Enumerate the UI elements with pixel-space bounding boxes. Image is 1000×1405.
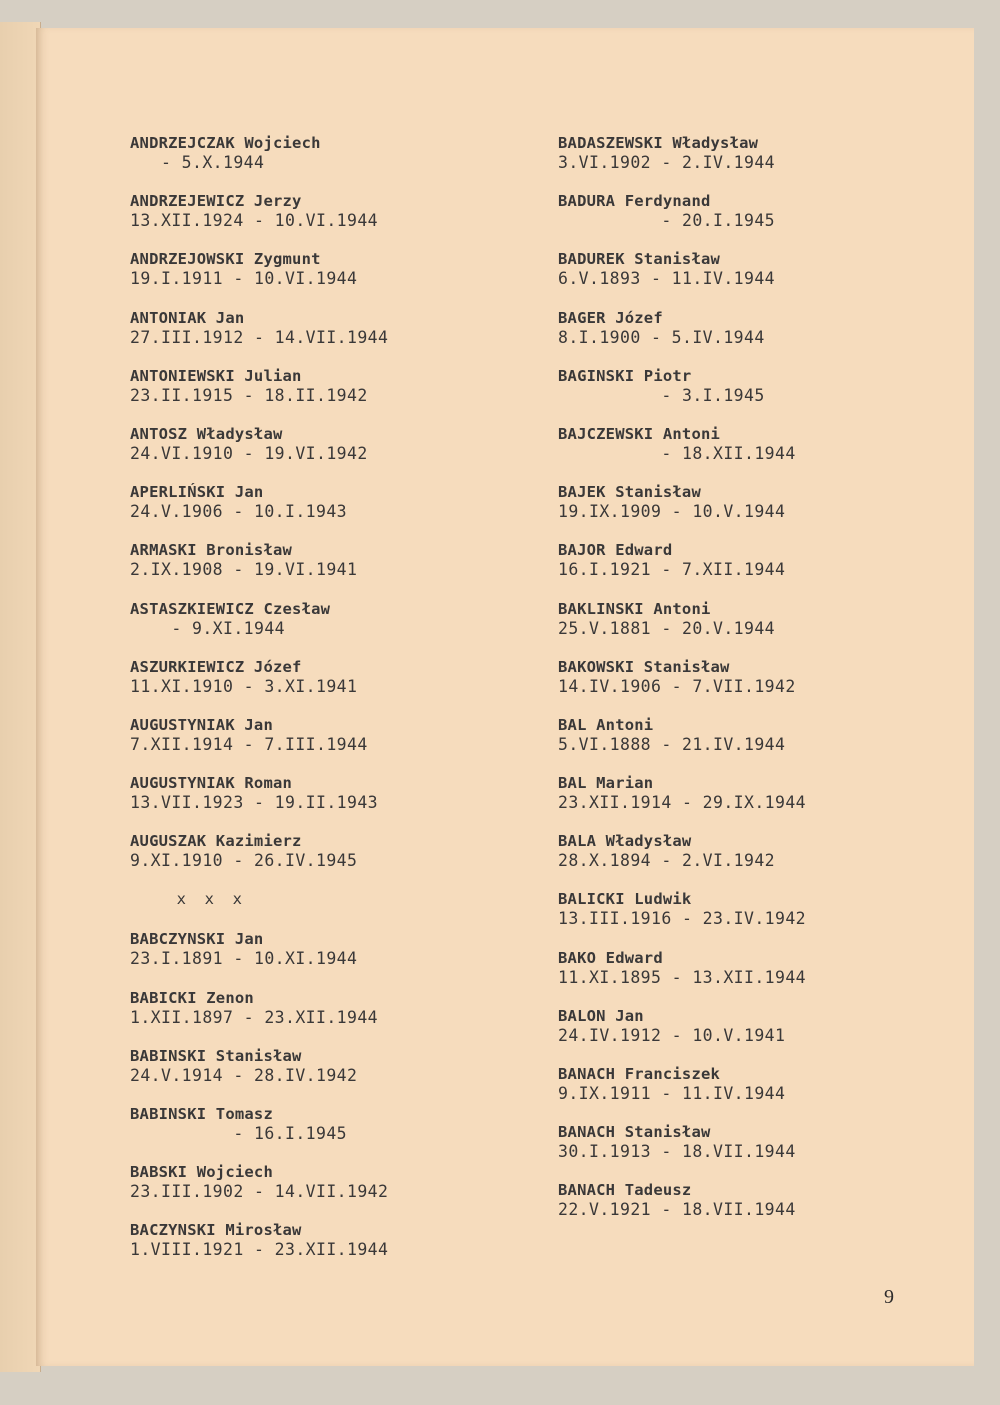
- list-item: [130, 250, 388, 308]
- life-dates: 24.VI.1910 - 19.VI.1942: [130, 443, 368, 463]
- list-item: [130, 716, 388, 774]
- list-item: [558, 1065, 806, 1123]
- person-name: BABINSKI Tomasz: [130, 1105, 273, 1123]
- life-dates: 5.VI.1888 - 21.IV.1944: [558, 734, 786, 754]
- life-dates: - 9.XI.1944: [130, 618, 286, 638]
- list-item: [558, 309, 806, 367]
- person-name: BAJCZEWSKI Antoni: [558, 424, 721, 443]
- list-item: [558, 890, 806, 948]
- person-name: BALA Władysław: [558, 832, 692, 851]
- life-dates: 28.X.1894 - 2.VI.1942: [558, 851, 776, 871]
- list-item: [558, 716, 806, 774]
- person-name: BALICKI Ludwik: [558, 890, 692, 909]
- life-dates: 24.V.1906 - 10.I.1943: [130, 502, 348, 522]
- life-dates: 9.XI.1910 - 26.IV.1945: [130, 851, 358, 871]
- person-name: ASTASZKIEWICZ Czesław: [130, 599, 331, 618]
- person-name: BAL Antoni: [558, 715, 654, 734]
- list-item: [558, 1007, 806, 1065]
- list-item: [130, 1105, 388, 1163]
- person-name: BADURA Ferdynand: [558, 192, 711, 211]
- life-dates: 25.V.1881 - 20.V.1944: [558, 618, 776, 638]
- life-dates: 1.XII.1897 - 23.XII.1944: [130, 1007, 379, 1027]
- list-item: [558, 949, 806, 1007]
- person-name: BABINSKI Stanisław: [130, 1046, 302, 1065]
- person-name: BAJOR Edward: [558, 541, 673, 560]
- person-name: APERLIŃSKI Jan: [130, 483, 264, 502]
- list-item: [130, 774, 388, 832]
- person-name: BAKO Edward: [558, 948, 663, 967]
- list-item: [558, 774, 806, 832]
- life-dates: 13.VII.1923 - 19.II.1943: [130, 793, 379, 813]
- list-item: [558, 425, 806, 483]
- life-dates: 1.VIII.1921 - 23.XII.1944: [130, 1240, 389, 1260]
- life-dates: 14.IV.1906 - 7.VII.1942: [558, 676, 796, 696]
- life-dates: 13.III.1916 - 23.IV.1942: [558, 909, 807, 929]
- person-name: BABICKI Zenon: [130, 988, 254, 1007]
- person-name: BAGINSKI Piotr: [558, 366, 692, 385]
- left-column: [130, 134, 388, 1280]
- life-dates: 30.I.1913 - 18.VII.1944: [558, 1142, 796, 1162]
- page-number: 9: [884, 1286, 894, 1308]
- person-name: BALON Jan: [558, 1006, 644, 1025]
- list-item: [130, 832, 388, 890]
- person-name: ANTONIAK Jan: [130, 308, 245, 327]
- person-name: ARMASKI Bronisław: [130, 541, 293, 560]
- list-item: [558, 367, 806, 425]
- list-item: [558, 1181, 806, 1239]
- list-item: [130, 600, 388, 658]
- person-name: BAGER Józef: [558, 308, 663, 327]
- life-dates: 24.IV.1912 - 10.V.1941: [558, 1025, 786, 1045]
- list-item: [558, 192, 806, 250]
- list-item: [558, 541, 806, 599]
- list-item: [130, 309, 388, 367]
- separator: x x x: [130, 890, 242, 909]
- life-dates: 23.II.1915 - 18.II.1942: [130, 385, 368, 405]
- person-name: BAJEK Stanisław: [558, 483, 701, 502]
- list-item: [130, 483, 388, 541]
- list-item: [130, 1163, 388, 1221]
- life-dates: 3.VI.1902 - 2.IV.1944: [558, 153, 776, 172]
- person-name: BADASZEWSKI Władysław: [558, 134, 759, 152]
- list-item: [130, 134, 388, 192]
- life-dates: 9.IX.1911 - 11.IV.1944: [558, 1084, 786, 1103]
- list-item: [130, 989, 388, 1047]
- person-name: BANACH Franciszek: [558, 1065, 721, 1083]
- list-item: [130, 425, 388, 483]
- list-item: [130, 192, 388, 250]
- person-name: AUGUSTYNIAK Roman: [130, 774, 293, 793]
- life-dates: 11.XI.1895 - 13.XII.1944: [558, 967, 807, 987]
- list-item: [558, 483, 806, 541]
- person-name: ANDRZEJCZAK Wojciech: [130, 134, 321, 152]
- life-dates: - 5.X.1944: [130, 153, 265, 172]
- life-dates: 23.I.1891 - 10.XI.1944: [130, 949, 358, 969]
- list-item: [558, 250, 806, 308]
- life-dates: 19.IX.1909 - 10.V.1944: [558, 502, 786, 522]
- list-item: [130, 1221, 388, 1279]
- person-name: ANDRZEJEWICZ Jerzy: [130, 192, 302, 211]
- person-name: BANACH Stanisław: [558, 1123, 711, 1142]
- person-name: BAKLINSKI Antoni: [558, 599, 711, 618]
- life-dates: 13.XII.1924 - 10.VI.1944: [130, 211, 379, 231]
- person-name: AUGUSZAK Kazimierz: [130, 832, 302, 851]
- list-item: [558, 832, 806, 890]
- person-name: ANTONIEWSKI Julian: [130, 366, 302, 385]
- life-dates: 16.I.1921 - 7.XII.1944: [558, 560, 786, 580]
- list-item: [558, 600, 806, 658]
- page: [36, 28, 974, 1366]
- person-name: BABSKI Wojciech: [130, 1163, 273, 1182]
- list-item: [558, 1123, 806, 1181]
- life-dates: 22.V.1921 - 18.VII.1944: [558, 1200, 796, 1220]
- list-item: [130, 658, 388, 716]
- person-name: BADUREK Stanisław: [558, 250, 721, 269]
- life-dates: 23.III.1902 - 14.VII.1942: [130, 1182, 389, 1202]
- person-name: ANDRZEJOWSKI Zygmunt: [130, 250, 321, 269]
- list-item: [558, 134, 806, 192]
- life-dates: 2.IX.1908 - 19.VI.1941: [130, 560, 358, 580]
- life-dates: - 16.I.1945: [130, 1124, 348, 1143]
- life-dates: 7.XII.1914 - 7.III.1944: [130, 734, 368, 754]
- life-dates: 6.V.1893 - 11.IV.1944: [558, 269, 776, 289]
- person-name: AUGUSTYNIAK Jan: [130, 715, 273, 734]
- left-page-edge: [0, 22, 41, 1372]
- list-item: [130, 541, 388, 599]
- person-name: BAL Marian: [558, 774, 654, 793]
- life-dates: - 18.XII.1944: [558, 443, 796, 463]
- person-name: BANACH Tadeusz: [558, 1181, 692, 1200]
- life-dates: 11.XI.1910 - 3.XI.1941: [130, 676, 358, 696]
- life-dates: 23.XII.1914 - 29.IX.1944: [558, 793, 807, 813]
- life-dates: 27.III.1912 - 14.VII.1944: [130, 327, 389, 347]
- person-name: ANTOSZ Władysław: [130, 424, 283, 443]
- list-item: [130, 1047, 388, 1105]
- right-column: [558, 134, 806, 1240]
- life-dates: 19.I.1911 - 10.VI.1944: [130, 269, 358, 289]
- list-item: [130, 930, 388, 988]
- person-name: BABCZYNSKI Jan: [130, 930, 264, 949]
- life-dates: 24.V.1914 - 28.IV.1942: [130, 1065, 358, 1085]
- person-name: BACZYNSKI Mirosław: [130, 1221, 302, 1240]
- life-dates: - 20.I.1945: [558, 211, 776, 231]
- person-name: BAKOWSKI Stanisław: [558, 657, 730, 676]
- list-item: [558, 658, 806, 716]
- list-item: [130, 367, 388, 425]
- life-dates: - 3.I.1945: [558, 385, 765, 405]
- person-name: ASZURKIEWICZ Józef: [130, 657, 302, 676]
- life-dates: 8.I.1900 - 5.IV.1944: [558, 327, 765, 347]
